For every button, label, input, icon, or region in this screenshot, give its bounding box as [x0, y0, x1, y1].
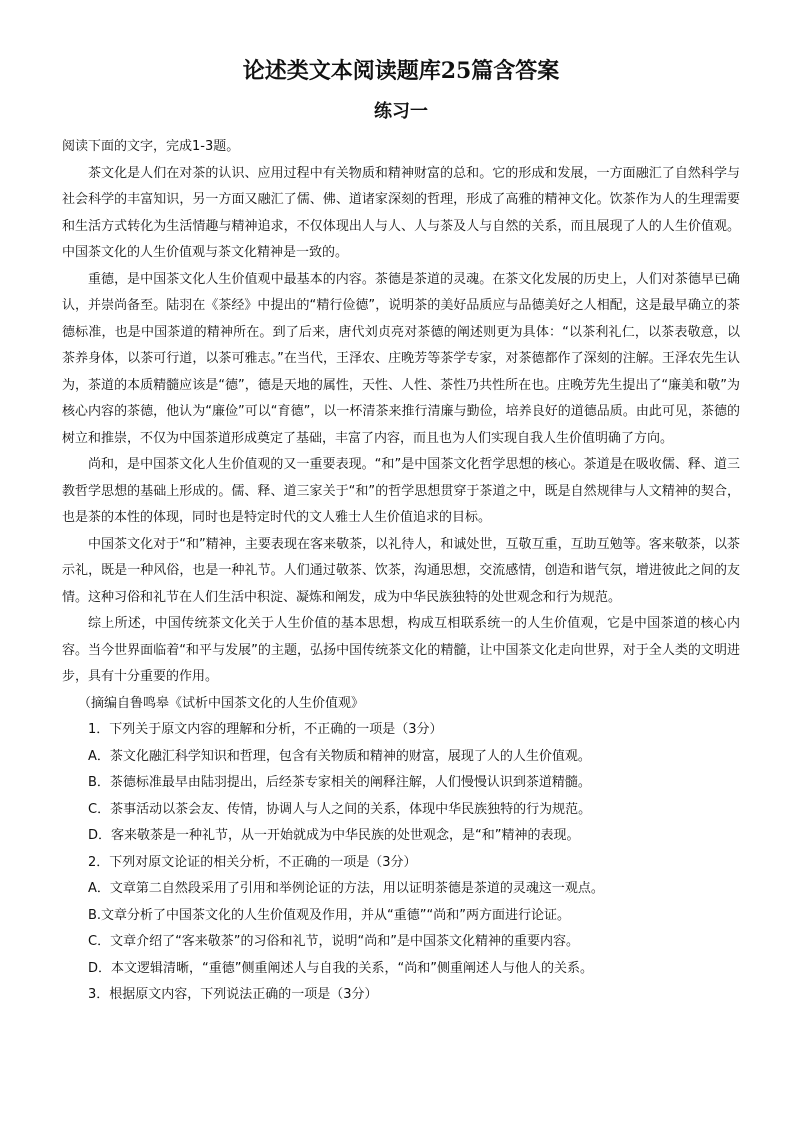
question-2-option-a: A．文章第二自然段采用了引用和举例论证的方法，用以证明茶德是茶道的灵魂这一观点。 [88, 881, 604, 896]
question-1-stem: 1．下列关于原文内容的理解和分析，不正确的一项是（3分） [88, 722, 443, 737]
passage-paragraph-3: 尚和，是中国茶文化人生价值观的又一重要表现。“和”是中国茶文化哲学思想的核心。茶道是在吸收儒、释、道三教哲学思想的基础上形成的。儒、释、道三家关于“和”的哲学思想贯穿于茶道之中，既是自然规律与人文精神的契合，也是茶的本性的体现，同时也是特定时代的文人雅士人生价值追求的目标。 [62, 457, 740, 525]
question-1-option-c: C．茶事活动以茶会友、传情，协调人与人之间的关系，体现中华民族独特的行为规范。 [88, 801, 592, 817]
question-2-option-b: B.文章分析了中国茶文化的人生价值观及作用，并从“重德”“尚和”两方面进行论证。 [88, 907, 570, 923]
question-3 [62, 982, 740, 1009]
question-2-stem: 2．下列对原文论证的相关分析，不正确的一项是（3分） [88, 854, 417, 870]
passage [62, 161, 740, 691]
section-title: 练习一 [374, 101, 428, 122]
passage-source: （摘编自鲁鸣皋《试析中国茶文化的人生价值观》 [78, 695, 365, 711]
passage-paragraph-2: 重德，是中国茶文化人生价值观中最基本的内容。茶德是茶道的灵魂。在茶文化发展的历史上，人们对茶德早已确认，并崇尚备至。陆羽在《茶经》中提出的“精行俭德”，说明茶的美好品质应与品德美好之人相配，这是最早确立的茶德标准，也是中国茶道的精神所在。到了后来，唐代刘贞亮对茶德的阐述则更为具体：“以茶利礼仁，以茶表敬意，以茶养身体，以茶可行道，以茶可雅志。”在当代，王泽农、庄晚芳等茶学专家，对茶德都作了深刻的注解。王泽农先生认为，茶道的本质精髓应该是“德”，德是天地的属性，天性、人性、茶性乃共性所在也。庄晚芳先生提出了“廉美和敬”为核心内容的茶德，他认为“廉俭”可以“育德”，以一杯清茶来推行清廉与勤俭，培养良好的道德品质。由此可见，茶德的树立和推崇，不仅为中国茶道形成奠定了基础，丰富了内容，而且也为人们实现自我人生价值明确了方向。 [62, 271, 740, 446]
question-2-option-d: D．本文逻辑清晰，“重德”侧重阐述人与自我的关系，“尚和”侧重阐述人与他人的关系。 [88, 960, 593, 976]
question-2 [62, 850, 740, 983]
reading-instruction: 阅读下面的文字，完成1-3题。 [62, 139, 240, 154]
question-1-option-d: D．客来敬茶是一种礼节，从一开始就成为中华民族的处世观念，是“和”精神的表现。 [88, 828, 580, 843]
passage-paragraph-1: 茶文化是人们在对茶的认识、应用过程中有关物质和精神财富的总和。它的形成和发展，一方面融汇了自然科学与社会科学的丰富知识，另一方面又融汇了儒、佛、道诸家深刻的哲理，形成了高雅的精神文化。饮茶作为人的生理需要和生活方式转化为生活情趣与精神追求，不仅体现出人与人、人与茶及人与自然的关系，而且展现了人的人生价值观。中国茶文化的人生价值观与茶文化精神是一致的。 [62, 165, 740, 260]
passage-paragraph-4: 中国茶文化对于“和”精神，主要表现在客来敬茶，以礼待人，和诚处世，互敬互重，互助互勉等。客来敬茶，以茶示礼，既是一种风俗，也是一种礼节。人们通过敬茶、饮茶，沟通思想，交流感情，创造和谐气氛，增进彼此之间的友情。这种习俗和礼节在人们生活中积淀、凝炼和阐发，成为中华民族独特的处世观念和行为规范。 [62, 536, 740, 605]
question-2-option-c: C．文章介绍了“客来敬茶”的习俗和礼节，说明“尚和”是中国茶文化精神的重要内容。 [88, 934, 580, 949]
question-1-option-b: B．茶德标准最早由陆羽提出，后经茶专家相关的阐释注解，人们慢慢认识到茶道精髓。 [88, 775, 591, 790]
question-1 [62, 717, 740, 850]
question-3-stem: 3．根据原文内容，下列说法正确的一项是（3分） [88, 987, 378, 1002]
document-page [62, 50, 740, 1009]
document-title: 论述类文本阅读题库25篇含答案 [242, 58, 560, 84]
question-1-option-a: A．茶文化融汇科学知识和哲理，包含有关物质和精神的财富，展现了人的人生价值观。 [88, 748, 591, 764]
passage-paragraph-5: 综上所述，中国传统茶文化关于人生价值的基本思想，构成互相联系统一的人生价值观，它是中国茶道的核心内容。当今世界面临着“和平与发展”的主题，弘扬中国传统茶文化的精髓，让中国茶文化走向世界，对于全人类的文明进步，具有十分重要的作用。 [62, 616, 740, 684]
